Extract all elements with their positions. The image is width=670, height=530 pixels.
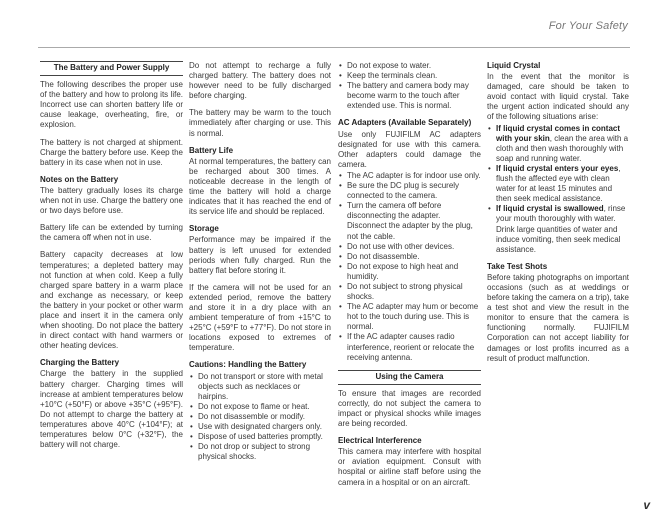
subheading-notes-battery: Notes on the Battery bbox=[40, 174, 119, 184]
list-item: • The battery and camera body may become warm to the touch after extended use. This is normal. bbox=[338, 81, 481, 111]
section-heading-battery-power: The Battery and Power Supply bbox=[40, 61, 183, 76]
subheading-charging: Charging the Battery bbox=[40, 358, 120, 368]
list-item: • Do not disassemble. bbox=[338, 252, 481, 262]
list-item: • Do not expose to high heat and humidity. bbox=[338, 262, 481, 282]
list-item: • Use with designated chargers only. bbox=[189, 422, 331, 432]
list-item-text: , flush the affected eye with clean water for at least 15 minutes and then seek medical assistance. bbox=[496, 163, 621, 204]
list-item: • Do not expose to water. bbox=[338, 61, 481, 71]
paragraph: The battery may be warm to the touch immediately after charging or use. This is normal. bbox=[189, 108, 331, 138]
column-3 bbox=[338, 61, 481, 495]
subheading-liquid-crystal: Liquid Crystal bbox=[487, 61, 541, 70]
list-item: • If the AC adapter causes radio interference, reorient or relocate the receiving antenna. bbox=[338, 332, 481, 362]
list-item: • Do not drop or subject to strong physical shocks. bbox=[189, 442, 331, 462]
list-item: • Do not use with other devices. bbox=[338, 242, 481, 252]
bullet-list-ac bbox=[338, 171, 481, 363]
paragraph: If the camera will not be used for an extended period, remove the battery and store it in a dry place with an ambient temperature of from +15°C to +25°C (+59°F to +77°F). Do not store in locations exposed to extremes of temperature. bbox=[189, 282, 331, 353]
subheading-ac-adapters: AC Adapters (Available Separately) bbox=[338, 118, 472, 128]
paragraph: Battery life can be extended by turning the camera off when not in use. bbox=[40, 223, 183, 243]
list-item bbox=[487, 124, 629, 164]
paragraph: Do not attempt to recharge a fully charged battery. The battery does not however need to be fully discharged before charging. bbox=[189, 61, 331, 101]
bullet-list-cautions-cont bbox=[338, 61, 481, 111]
list-item: • The AC adapter may hum or become hot to the touch during use. This is normal. bbox=[338, 302, 481, 332]
paragraph: To ensure that images are recorded correctly, do not subject the camera to impact or physical shocks while images are being recorded. bbox=[338, 388, 481, 429]
paragraph: At normal temperatures, the battery can be recharged about 300 times. A noticeable decrease in the length of time the battery will hold a charge indicates that it has reached the end of its service life and should be replaced. bbox=[189, 156, 331, 217]
paragraph: The battery is not charged at shipment. Charge the battery before use. Keep the battery in its case when not in use. bbox=[40, 137, 183, 167]
list-item-text: , rinse your mouth thoroughly with water. Drink large quantities of water and induce vomiting, then seek medical assistance. bbox=[496, 204, 626, 254]
subheading-cautions: Cautions: Handling the Battery bbox=[189, 360, 307, 370]
header-rule bbox=[38, 47, 630, 48]
paragraph: Use only FUJIFILM AC adapters designated for use with this camera. Other adapters could damage the camera. bbox=[338, 129, 481, 169]
paragraph: Battery capacity decreases at low temperatures; a depleted battery may not function at when cold. Keep a fully charged spare battery in a warm place and exchange as necessary, or keep the battery in your pocket or other warm place and insert it in the camera only when shooting. Do not place the battery in direct contact with hand warmers or other heating devices. bbox=[40, 250, 183, 351]
list-item-text: , clean the area with a cloth and then wash thoroughly with soap and running water. bbox=[496, 133, 629, 163]
list-item: • The AC adapter is for indoor use only. bbox=[338, 171, 481, 181]
list-item: • Be sure the DC plug is securely connected to the camera. bbox=[338, 181, 481, 201]
running-header: For Your Safety bbox=[548, 20, 628, 32]
subheading-storage: Storage bbox=[189, 224, 219, 234]
list-item: • Do not disassemble or modify. bbox=[189, 412, 331, 422]
emphasis-text: If liquid crystal comes in contact with your skin bbox=[496, 123, 621, 143]
bullet-list-liquid-crystal bbox=[487, 124, 629, 255]
list-item: • Keep the terminals clean. bbox=[338, 71, 481, 81]
column-2 bbox=[189, 61, 331, 469]
emphasis-text: If liquid crystal is swallowed bbox=[496, 204, 604, 214]
list-item: • Dispose of used batteries promptly. bbox=[189, 432, 331, 442]
column-1 bbox=[40, 61, 183, 457]
paragraph: Performance may be impaired if the battery is left unused for extended periods when fully charged. Run the battery flat before storing it. bbox=[189, 235, 331, 275]
list-item: • Do not transport or store with metal objects such as necklaces or hairpins. bbox=[189, 372, 331, 402]
list-item: • Do not subject to strong physical shocks. bbox=[338, 282, 481, 302]
list-item bbox=[487, 164, 629, 204]
paragraph: Charge the battery in the supplied battery charger. Charging times will increase at ambient temperatures below +10°C (+50°F) or above +35°C (+95°F). Do not attempt to charge the battery at temperatures above 40°C (+104°F); at temperatures below 0°C (+32°F), the battery will not charge. bbox=[40, 369, 183, 450]
paragraph: The following describes the proper use of the battery and how to prolong its life. Incorrect use can shorten battery life or cause leakage, overheating, fire, or explosion. bbox=[40, 80, 183, 130]
emphasis-text: If liquid crystal enters your eyes bbox=[496, 163, 619, 173]
page-number: v bbox=[643, 498, 650, 512]
paragraph: Before taking photographs on important occasions (such as at weddings or before taking the camera on a trip), take a test shot and view the result in the monitor to ensure that the camera is functioning normally. FUJIFILM Corporation can not accept liability for damages or lost profits incurred as a result of product malfunction. bbox=[487, 272, 629, 363]
list-item: • Do not expose to flame or heat. bbox=[189, 402, 331, 412]
section-heading-using-camera: Using the Camera bbox=[338, 370, 481, 385]
paragraph: The battery gradually loses its charge when not in use. Charge the battery one or two days before use. bbox=[40, 185, 183, 216]
subheading-test-shots: Take Test Shots bbox=[487, 261, 548, 271]
subheading-electrical-interference: Electrical Interference bbox=[338, 436, 422, 446]
bullet-list-cautions bbox=[189, 372, 331, 463]
subheading-battery-life: Battery Life bbox=[189, 145, 234, 155]
list-item bbox=[487, 204, 629, 254]
column-4 bbox=[487, 61, 629, 371]
list-item: • Turn the camera off before disconnecting the adapter. Disconnect the adapter by the plug, not the cable. bbox=[338, 201, 481, 241]
paragraph: In the event that the monitor is damaged, care should be taken to avoid contact with liquid crystal. Take the urgent action indicated should any of the following situations arise: bbox=[487, 72, 629, 122]
paragraph: This camera may interfere with hospital or aviation equipment. Consult with hospital or airline staff before using the camera in a hospital or on an aircraft. bbox=[338, 447, 481, 487]
